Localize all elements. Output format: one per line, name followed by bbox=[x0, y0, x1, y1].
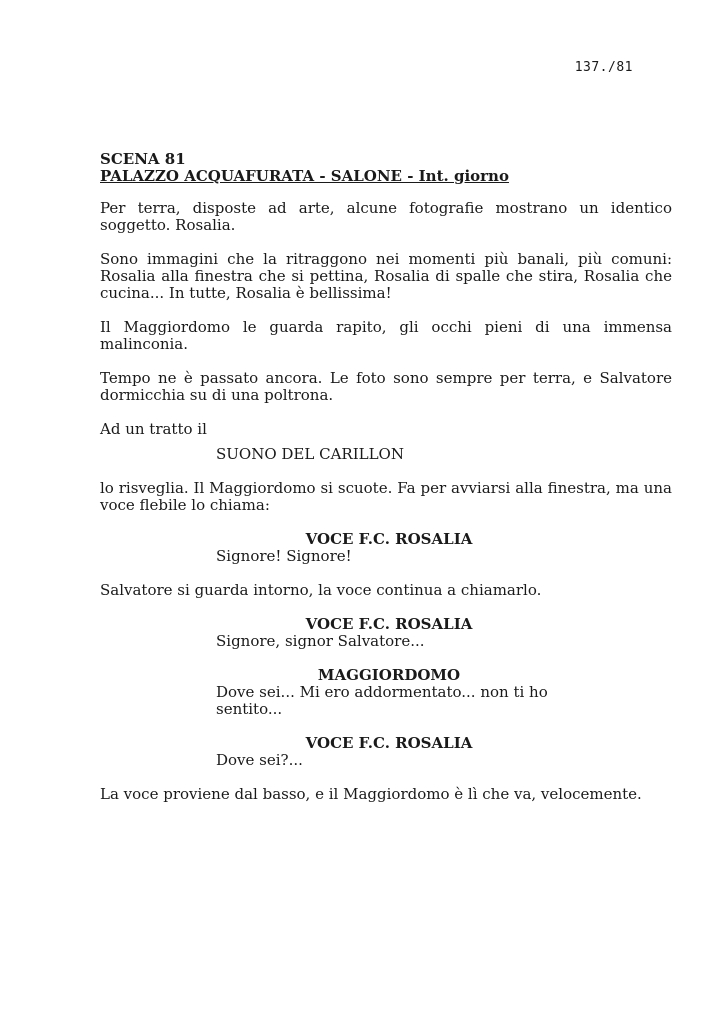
action-paragraph: Ad un tratto il bbox=[100, 420, 207, 438]
dialogue-block bbox=[216, 667, 562, 718]
action-paragraph: Tempo ne è passato ancora. Le foto sono sempre per terra, e Salvatore dormicchia su di una poltrona. bbox=[100, 369, 672, 404]
character-name: VOCE F.C. ROSALIA bbox=[305, 615, 473, 633]
action-paragraph: lo risveglia. Il Maggiordomo si scuote. Fa per avviarsi alla finestra, ma una voce flebile lo chiama: bbox=[100, 479, 672, 514]
script-body bbox=[100, 151, 672, 820]
scene-location: PALAZZO ACQUAFURATA - SALONE - Int. giorno bbox=[100, 167, 509, 185]
dialogue-line: Signore, signor Salvatore... bbox=[216, 632, 425, 650]
dialogue-block bbox=[216, 735, 562, 769]
scene-heading: SCENA 81 bbox=[100, 150, 186, 168]
dialogue-line: Dove sei?... bbox=[216, 751, 303, 769]
action-paragraph: Il Maggiordomo le guarda rapito, gli occhi pieni di una immensa malinconia. bbox=[100, 318, 672, 353]
character-name: MAGGIORDOMO bbox=[317, 666, 461, 684]
character-name: VOCE F.C. ROSALIA bbox=[305, 734, 473, 752]
dialogue-line: Dove sei... Mi ero addormentato... non ti ho sentito... bbox=[216, 683, 548, 718]
page-number: 137./81 bbox=[574, 60, 633, 75]
action-paragraph: Sono immagini che la ritraggono nei momenti più banali, più comuni: Rosalia alla finestra che si pettina, Rosalia di spalle che stira, Rosalia che cucina... In tutte, Rosalia è bellissima! bbox=[100, 250, 672, 302]
dialogue-line: Signore! Signore! bbox=[216, 547, 352, 565]
action-paragraph: Per terra, disposte ad arte, alcune fotografie mostrano un identico soggetto. Rosalia. bbox=[100, 199, 672, 234]
dialogue-block bbox=[216, 616, 562, 650]
action-paragraph: La voce proviene dal basso, e il Maggiordomo è lì che va, velocemente. bbox=[100, 785, 642, 803]
action-paragraph: Salvatore si guarda intorno, la voce continua a chiamarlo. bbox=[100, 581, 542, 599]
dialogue-block bbox=[216, 531, 562, 565]
sound-effect: SUONO DEL CARILLON bbox=[216, 445, 404, 463]
character-name: VOCE F.C. ROSALIA bbox=[305, 530, 473, 548]
